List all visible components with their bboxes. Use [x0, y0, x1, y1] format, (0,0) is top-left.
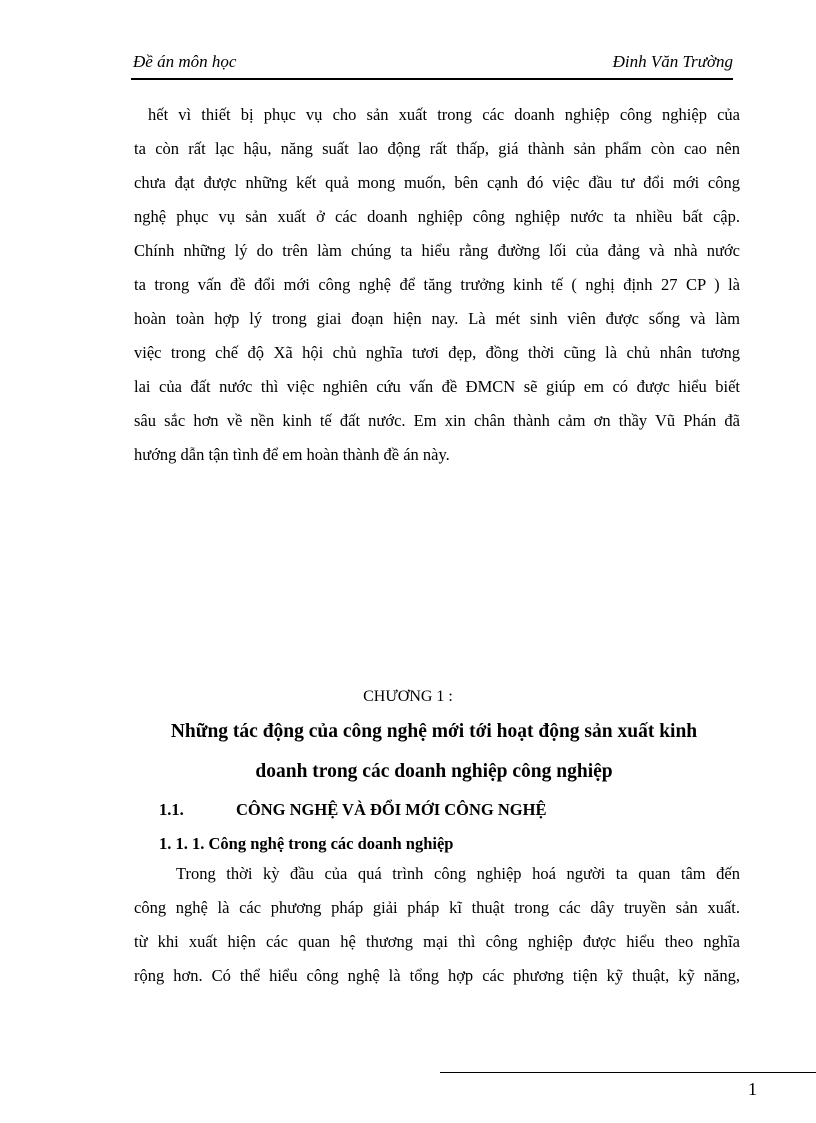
body-line: từ khi xuất hiện các quan hệ thương mại thì công nghiệp được hiểu theo nghĩa: [134, 932, 740, 951]
section-number: 1.1.: [159, 800, 184, 819]
section-title: CÔNG NGHỆ VÀ ĐỔI MỚI CÔNG NGHỆ: [236, 800, 547, 819]
chapter-title-line-2: doanh trong các doanh nghiệp công nghiệp: [255, 761, 613, 782]
header-author-name: Đinh Văn Trường: [612, 52, 733, 71]
intro-line: nghệ phục vụ sản xuất ở các doanh nghiệp công nghiệp nước ta nhiều bất cập.: [134, 207, 740, 226]
chapter-title-line-1: Những tác động của công nghệ mới tới hoạt động sản xuất kinh: [170, 721, 698, 742]
body-line: rộng hơn. Có thể hiểu công nghệ là tổng hợp các phương tiện kỹ thuật, kỹ năng,: [134, 966, 740, 985]
body-line: Trong thời kỳ đầu của quá trình công nghiệp hoá người ta quan tâm đến: [176, 864, 740, 883]
chapter-label: CHƯƠNG 1 :: [363, 688, 453, 705]
intro-line: sâu sắc hơn về nền kinh tế đất nước. Em xin chân thành cảm ơn thầy Vũ Phán đã: [134, 411, 740, 430]
header-course-title: Đề án môn học: [133, 52, 237, 71]
intro-line: việc trong chế độ Xã hội chủ nghĩa tươi đẹp, đồng thời cũng là chủ nhân tương: [134, 343, 740, 362]
footer-rule: [440, 1072, 816, 1073]
intro-line: hướng dẫn tận tình để em hoàn thành đề án này.: [134, 445, 450, 464]
intro-line: hoàn toàn hợp lý trong giai đoạn hiện nay. Là mét sinh viên được sống và làm: [134, 309, 740, 328]
page-header: [131, 52, 733, 80]
intro-line: Chính những lý do trên làm chúng ta hiểu rằng đường lối của đảng và nhà nước: [134, 241, 740, 260]
intro-line: ta còn rất lạc hậu, năng suất lao động rất thấp, giá thành sản phẩm còn cao nên: [134, 139, 740, 158]
subsection-title: 1. 1. 1. Công nghệ trong các doanh nghiệp: [159, 834, 454, 853]
body-line: công nghệ là các phương pháp giải pháp kĩ thuật trong các dây truyền sản xuất.: [134, 898, 740, 917]
intro-line: lai của đất nước thì việc nghiên cứu vấn đề ĐMCN sẽ giúp em có được hiểu biết: [134, 377, 740, 396]
page-number: 1: [748, 1079, 757, 1099]
intro-line: chưa đạt được những kết quả mong muốn, bên cạnh đó việc đầu tư đổi mới công: [134, 173, 740, 192]
intro-line: ta trong vấn đề đổi mới công nghệ để tăng trưởng kinh tế ( nghị định 27 CP ) là: [134, 275, 740, 294]
intro-line: hết vì thiết bị phục vụ cho sản xuất trong các doanh nghiệp công nghiệp của: [148, 105, 740, 124]
